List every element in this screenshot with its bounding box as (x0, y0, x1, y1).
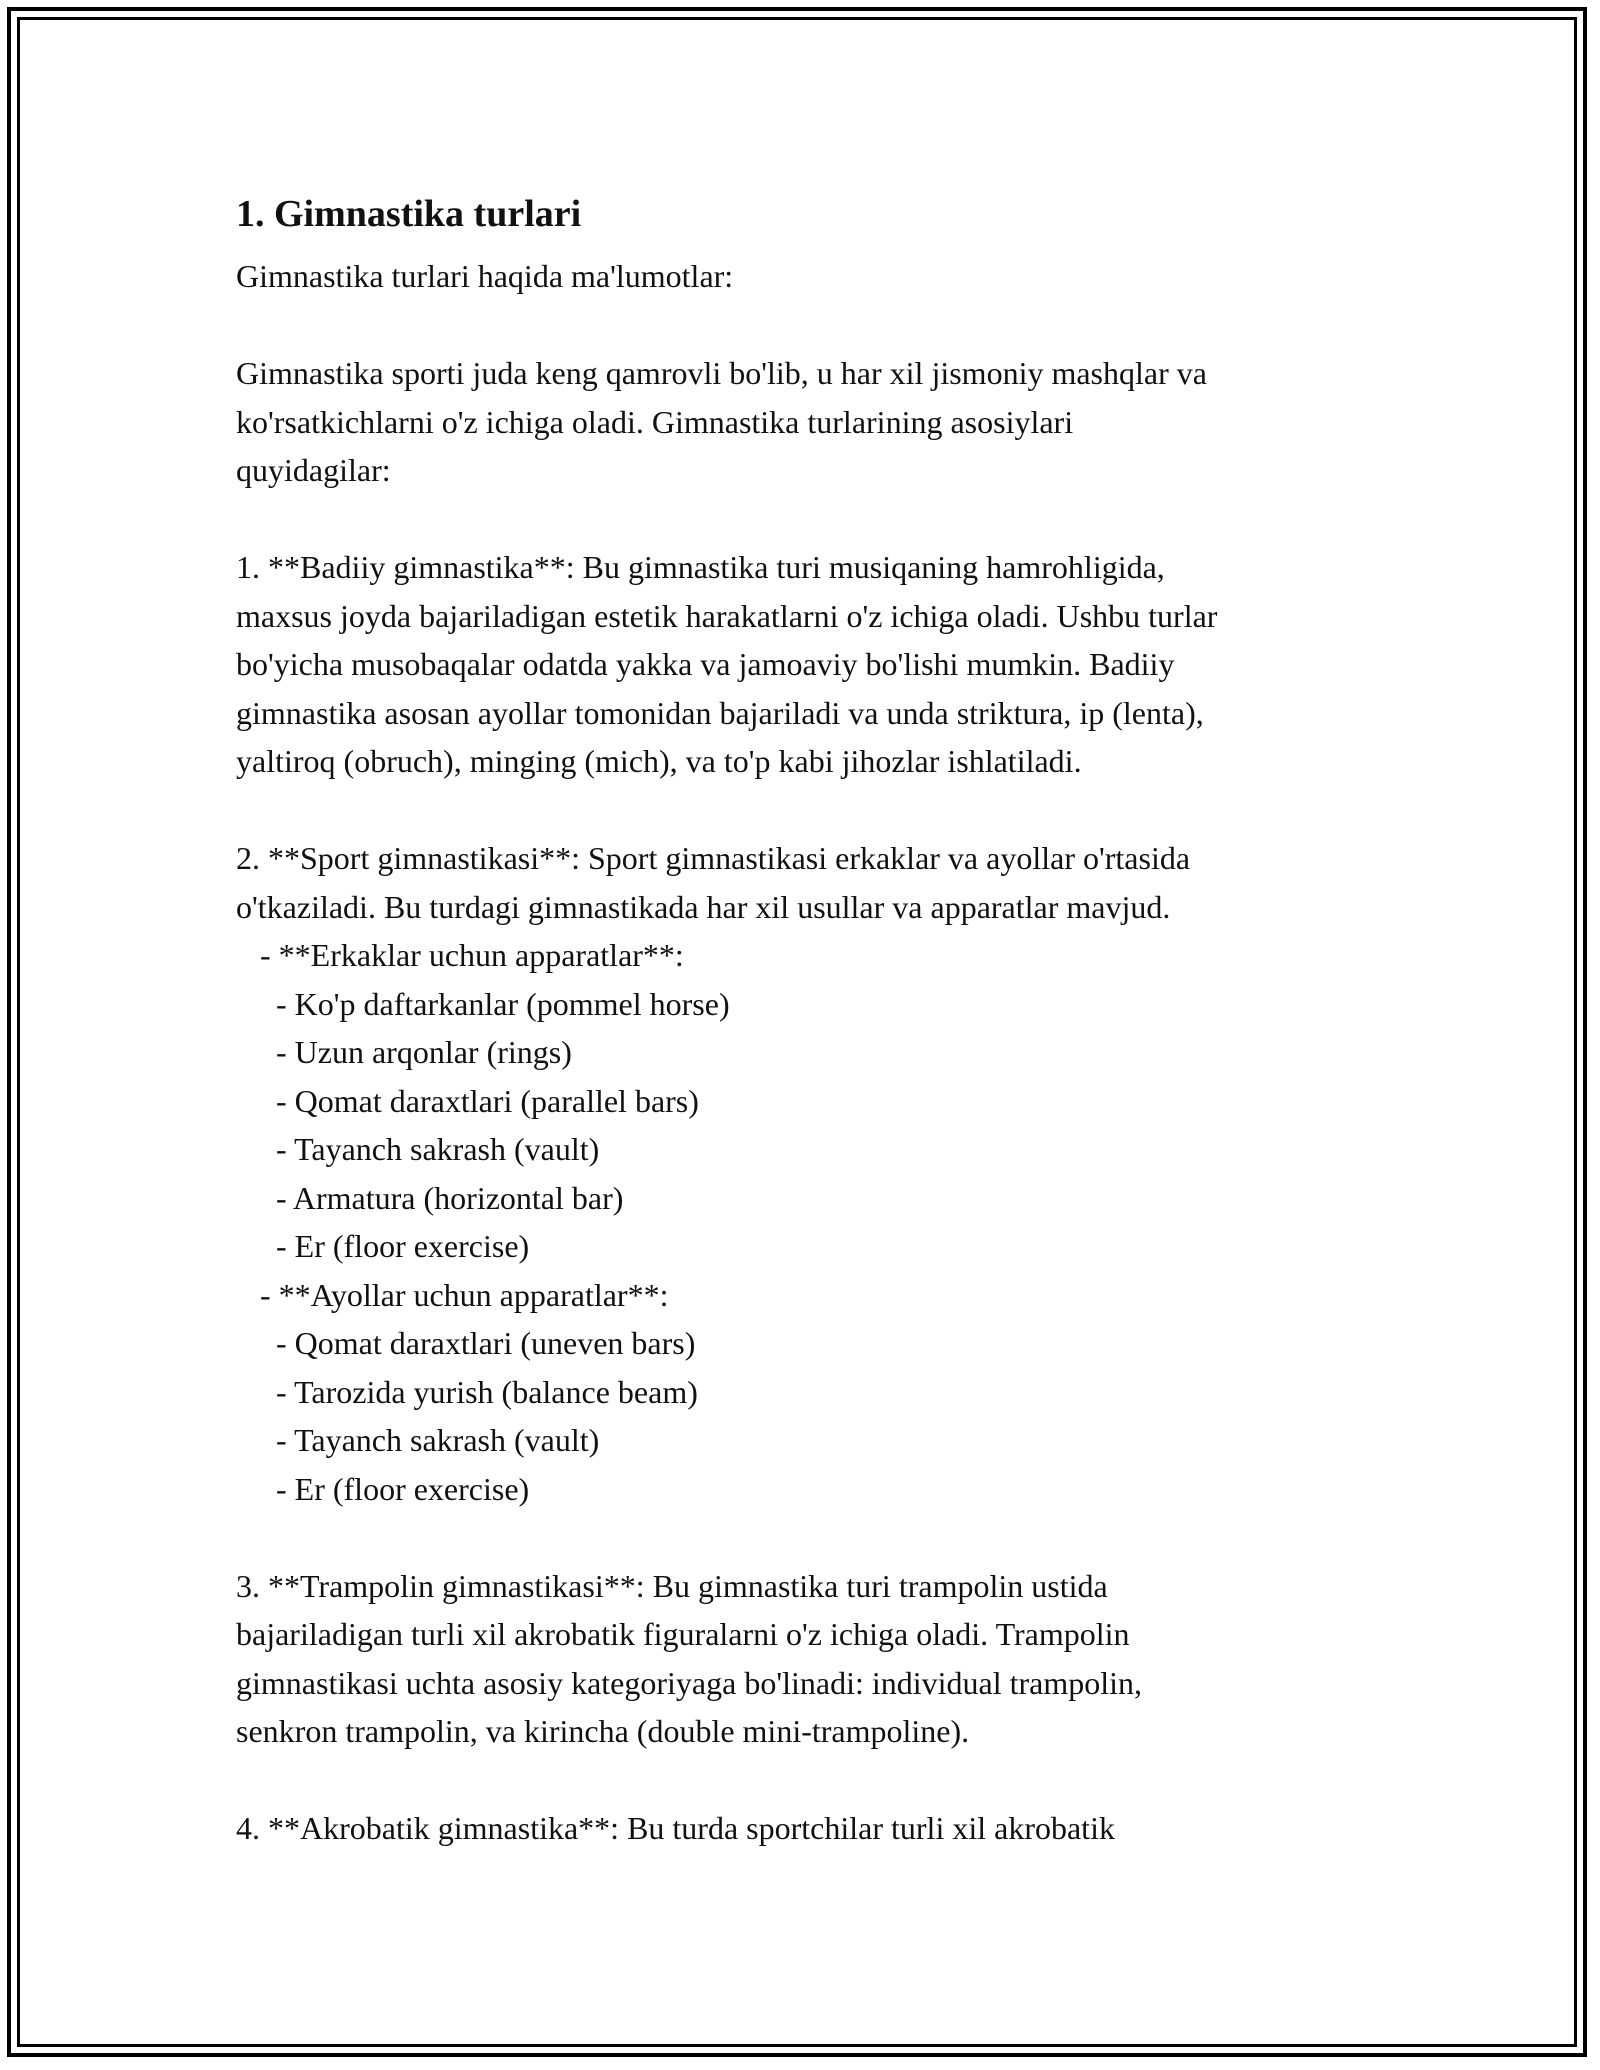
text-line: ko'rsatkichlarni o'z ichiga oladi. Gimnastika turlarining asosiylari (236, 403, 1074, 440)
blank-line (236, 495, 1386, 544)
blank-line (236, 301, 1386, 350)
text-line: - Qomat daraxtlari (uneven bars) (236, 1325, 696, 1361)
text-line: - Er (floor exercise) (236, 1228, 530, 1264)
text-line: bajariladigan turli xil akrobatik figuralarni o'z ichiga oladi. Trampolin (236, 1616, 1130, 1652)
text-line: senkron trampolin, va kirincha (double mini-trampoline). (236, 1713, 970, 1749)
blank-line (236, 1513, 1386, 1562)
text-line: 2. **Sport gimnastikasi**: Sport gimnastikasi erkaklar va ayollar o'rtasida (236, 840, 1191, 876)
text-line: - Qomat daraxtlari (parallel bars) (236, 1082, 699, 1119)
document-body (236, 252, 1386, 1853)
text-line: - Er (floor exercise) (236, 1470, 530, 1507)
document-content (236, 188, 1386, 1853)
text-line: gimnastika asosan ayollar tomonidan bajariladi va unda striktura, ip (lenta), (236, 694, 1204, 731)
text-line: 4. **Akrobatik gimnastika**: Bu turda sportchilar turli xil akrobatik (236, 1810, 1115, 1846)
text-line: 3. **Trampolin gimnastikasi**: Bu gimnastika turi trampolin ustida (236, 1567, 1108, 1604)
text-line: - **Ayollar uchun apparatlar**: (236, 1276, 669, 1313)
text-line: - Uzun arqonlar (rings) (236, 1034, 572, 1070)
text-line: - Tayanch sakrash (vault) (236, 1422, 600, 1458)
text-line: 1. **Badiiy gimnastika**: Bu gimnastika turi musiqaning hamrohligida, (236, 549, 1165, 585)
document-title: 1. Gimnastika turlari (236, 193, 582, 235)
text-line: o'tkaziladi. Bu turdagi gimnastikada har xil usullar va apparatlar mavjud. (236, 888, 1171, 925)
text-line: quyidagilar: (236, 452, 391, 488)
text-line: Gimnastika turlari haqida ma'lumotlar: (236, 258, 734, 294)
text-line: - **Erkaklar uchun apparatlar**: (236, 937, 684, 973)
text-line: Gimnastika sporti juda keng qamrovli bo'lib, u har xil jismoniy mashqlar va (236, 355, 1207, 391)
text-line: - Tarozida yurish (balance beam) (236, 1373, 698, 1410)
blank-line (236, 1756, 1386, 1805)
text-line: maxsus joyda bajariladigan estetik harakatlarni o'z ichiga oladi. Ushbu turlar (236, 597, 1218, 634)
blank-line (236, 786, 1386, 835)
text-line: - Ko'p daftarkanlar (pommel horse) (236, 985, 730, 1022)
text-line: - Tayanch sakrash (vault) (236, 1131, 600, 1167)
text-line: yaltiroq (obruch), minging (mich), va to'p kabi jihozlar ishlatiladi. (236, 743, 1082, 779)
text-line: bo'yicha musobaqalar odatda yakka va jamoaviy bo'lishi mumkin. Badiiy (236, 646, 1175, 682)
text-line: gimnastikasi uchta asosiy kategoriyaga bo'linadi: individual trampolin, (236, 1664, 1143, 1701)
text-line: - Armatura (horizontal bar) (236, 1179, 624, 1216)
